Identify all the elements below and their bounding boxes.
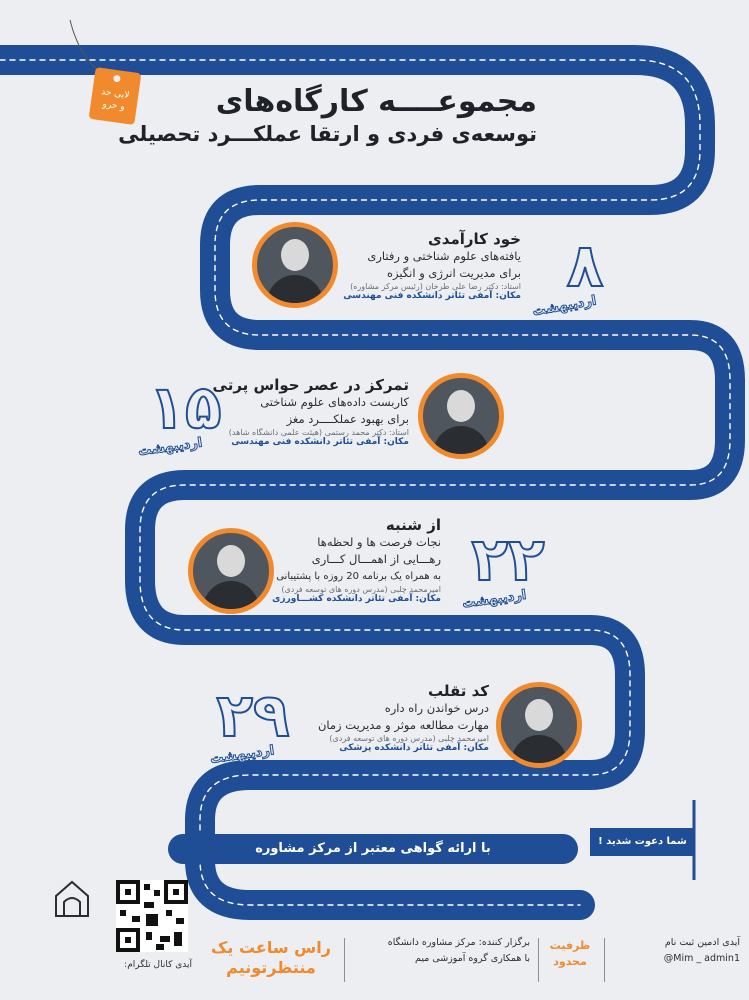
date-month: اردیبهشت	[531, 293, 598, 320]
date-2	[137, 373, 230, 460]
workshop-teacher: استاد: دکتر محمد رستمی (هیئت علمی دانشگاه شاهد)	[228, 428, 409, 437]
workshop-line: نجات فرصت ها و لحظه‌ها	[317, 535, 441, 549]
channel-label: آیدی کانال تلگرام:	[124, 960, 192, 970]
register-info	[608, 935, 740, 967]
date-day: ۱۵	[148, 373, 222, 443]
workshop-title: کد تقلب	[427, 682, 489, 700]
telegram-qr-code[interactable]	[116, 880, 188, 952]
divider	[344, 938, 345, 982]
workshop-teacher: استاد: دکتر رضا علی طرخان (رئیس مرکز مشاوره)	[350, 282, 521, 291]
tag-line1: لایی حد	[100, 87, 130, 101]
workshop-line: کاربست داده‌های علوم شناختی	[260, 395, 409, 409]
organizer-line1: برگزار کننده: مرکز مشاوره دانشگاه	[387, 937, 530, 948]
workshop-line: برای بهبود عملکــــرد مغز	[286, 412, 409, 426]
register-label: آیدی ادمین ثبت نام	[664, 937, 740, 948]
tag-line2: و حرو	[101, 99, 126, 113]
page-subtitle: توسعه‌ی فردی و ارتقا عملکـــرد تحصیلی	[118, 122, 537, 146]
wait-line1: راس ساعت یک	[211, 938, 331, 957]
workshop-line: درس خواندن راه داره	[384, 701, 489, 715]
workshop-3	[221, 516, 441, 604]
date-4	[208, 681, 298, 768]
hang-tag	[89, 67, 142, 125]
capacity-line2: محدود	[553, 955, 587, 968]
workshop-location: مکان: آمفی تئاتر دانشکده فنی مهندسی	[231, 437, 409, 447]
date-1	[531, 231, 630, 320]
workshop-teacher: امیرمحمد چلبی (مدرس دوره های توسعه فردی)	[281, 585, 441, 594]
capacity-badge	[540, 938, 600, 970]
workshop-location: مکان: آمفی تئاتر دانشکده پزشکی	[339, 743, 489, 753]
date-day: ۸	[566, 231, 604, 301]
divider	[538, 938, 539, 982]
workshop-location: مکان: آمفی تئاتر دانشکده کشـــاورزی	[272, 594, 441, 604]
workshop-line: برای مدیریت انرژی و انگیزه	[386, 266, 521, 280]
date-day: ۲۹	[216, 681, 290, 751]
organizer-info	[350, 935, 530, 967]
tag-hole-icon	[113, 75, 121, 83]
workshop-title: خود کارآمدی	[428, 230, 521, 248]
workshop-location: مکان: آمفی تئاتر دانشکده فنی مهندسی	[343, 291, 521, 301]
speaker-photo-2	[418, 373, 504, 459]
workshop-1	[301, 230, 521, 301]
wait-message	[206, 938, 336, 978]
date-month: اردیبهشت	[209, 743, 276, 768]
divider	[604, 938, 605, 982]
date-day: ۲۲	[471, 525, 545, 595]
workshop-line: یافته‌های علوم شناختی و رفتاری	[367, 249, 521, 263]
workshop-title: تمرکز در عصر حواس پرتی	[212, 376, 409, 394]
workshop-4	[269, 682, 489, 753]
invite-flag: شما دعوت شدید !	[590, 828, 695, 856]
speaker-photo-4	[496, 682, 582, 768]
register-id[interactable]: @Mim _ admin1	[663, 953, 740, 964]
workshop-line: به همراه یک برنامه 20 روزه با پشتیبانی	[276, 571, 441, 582]
workshop-title: از شنبه	[385, 516, 441, 534]
workshop-line: رهـــایی از اهمـــال کـــاری	[311, 552, 441, 566]
date-month: اردیبهشت	[137, 435, 204, 460]
wait-line2: منتظرتونیم	[226, 958, 316, 977]
date-3	[458, 525, 558, 612]
workshop-line: مهارت مطالعه موثر و مدیریت زمان	[317, 718, 489, 732]
date-month: اردیبهشت	[461, 587, 528, 612]
organizer-line2: با همکاری گروه آموزشی میم	[415, 953, 530, 964]
page-title: مجموعــــه کارگاه‌های	[215, 84, 537, 119]
university-logo-icon	[52, 878, 92, 918]
capacity-line1: ظرفیت	[549, 939, 591, 952]
workshop-teacher: امیرمحمد چلبی (مدرس دوره های توسعه فردی)	[329, 734, 489, 743]
certificate-banner: با ارائه گواهی معتبر از مرکز مشاوره	[168, 834, 578, 864]
